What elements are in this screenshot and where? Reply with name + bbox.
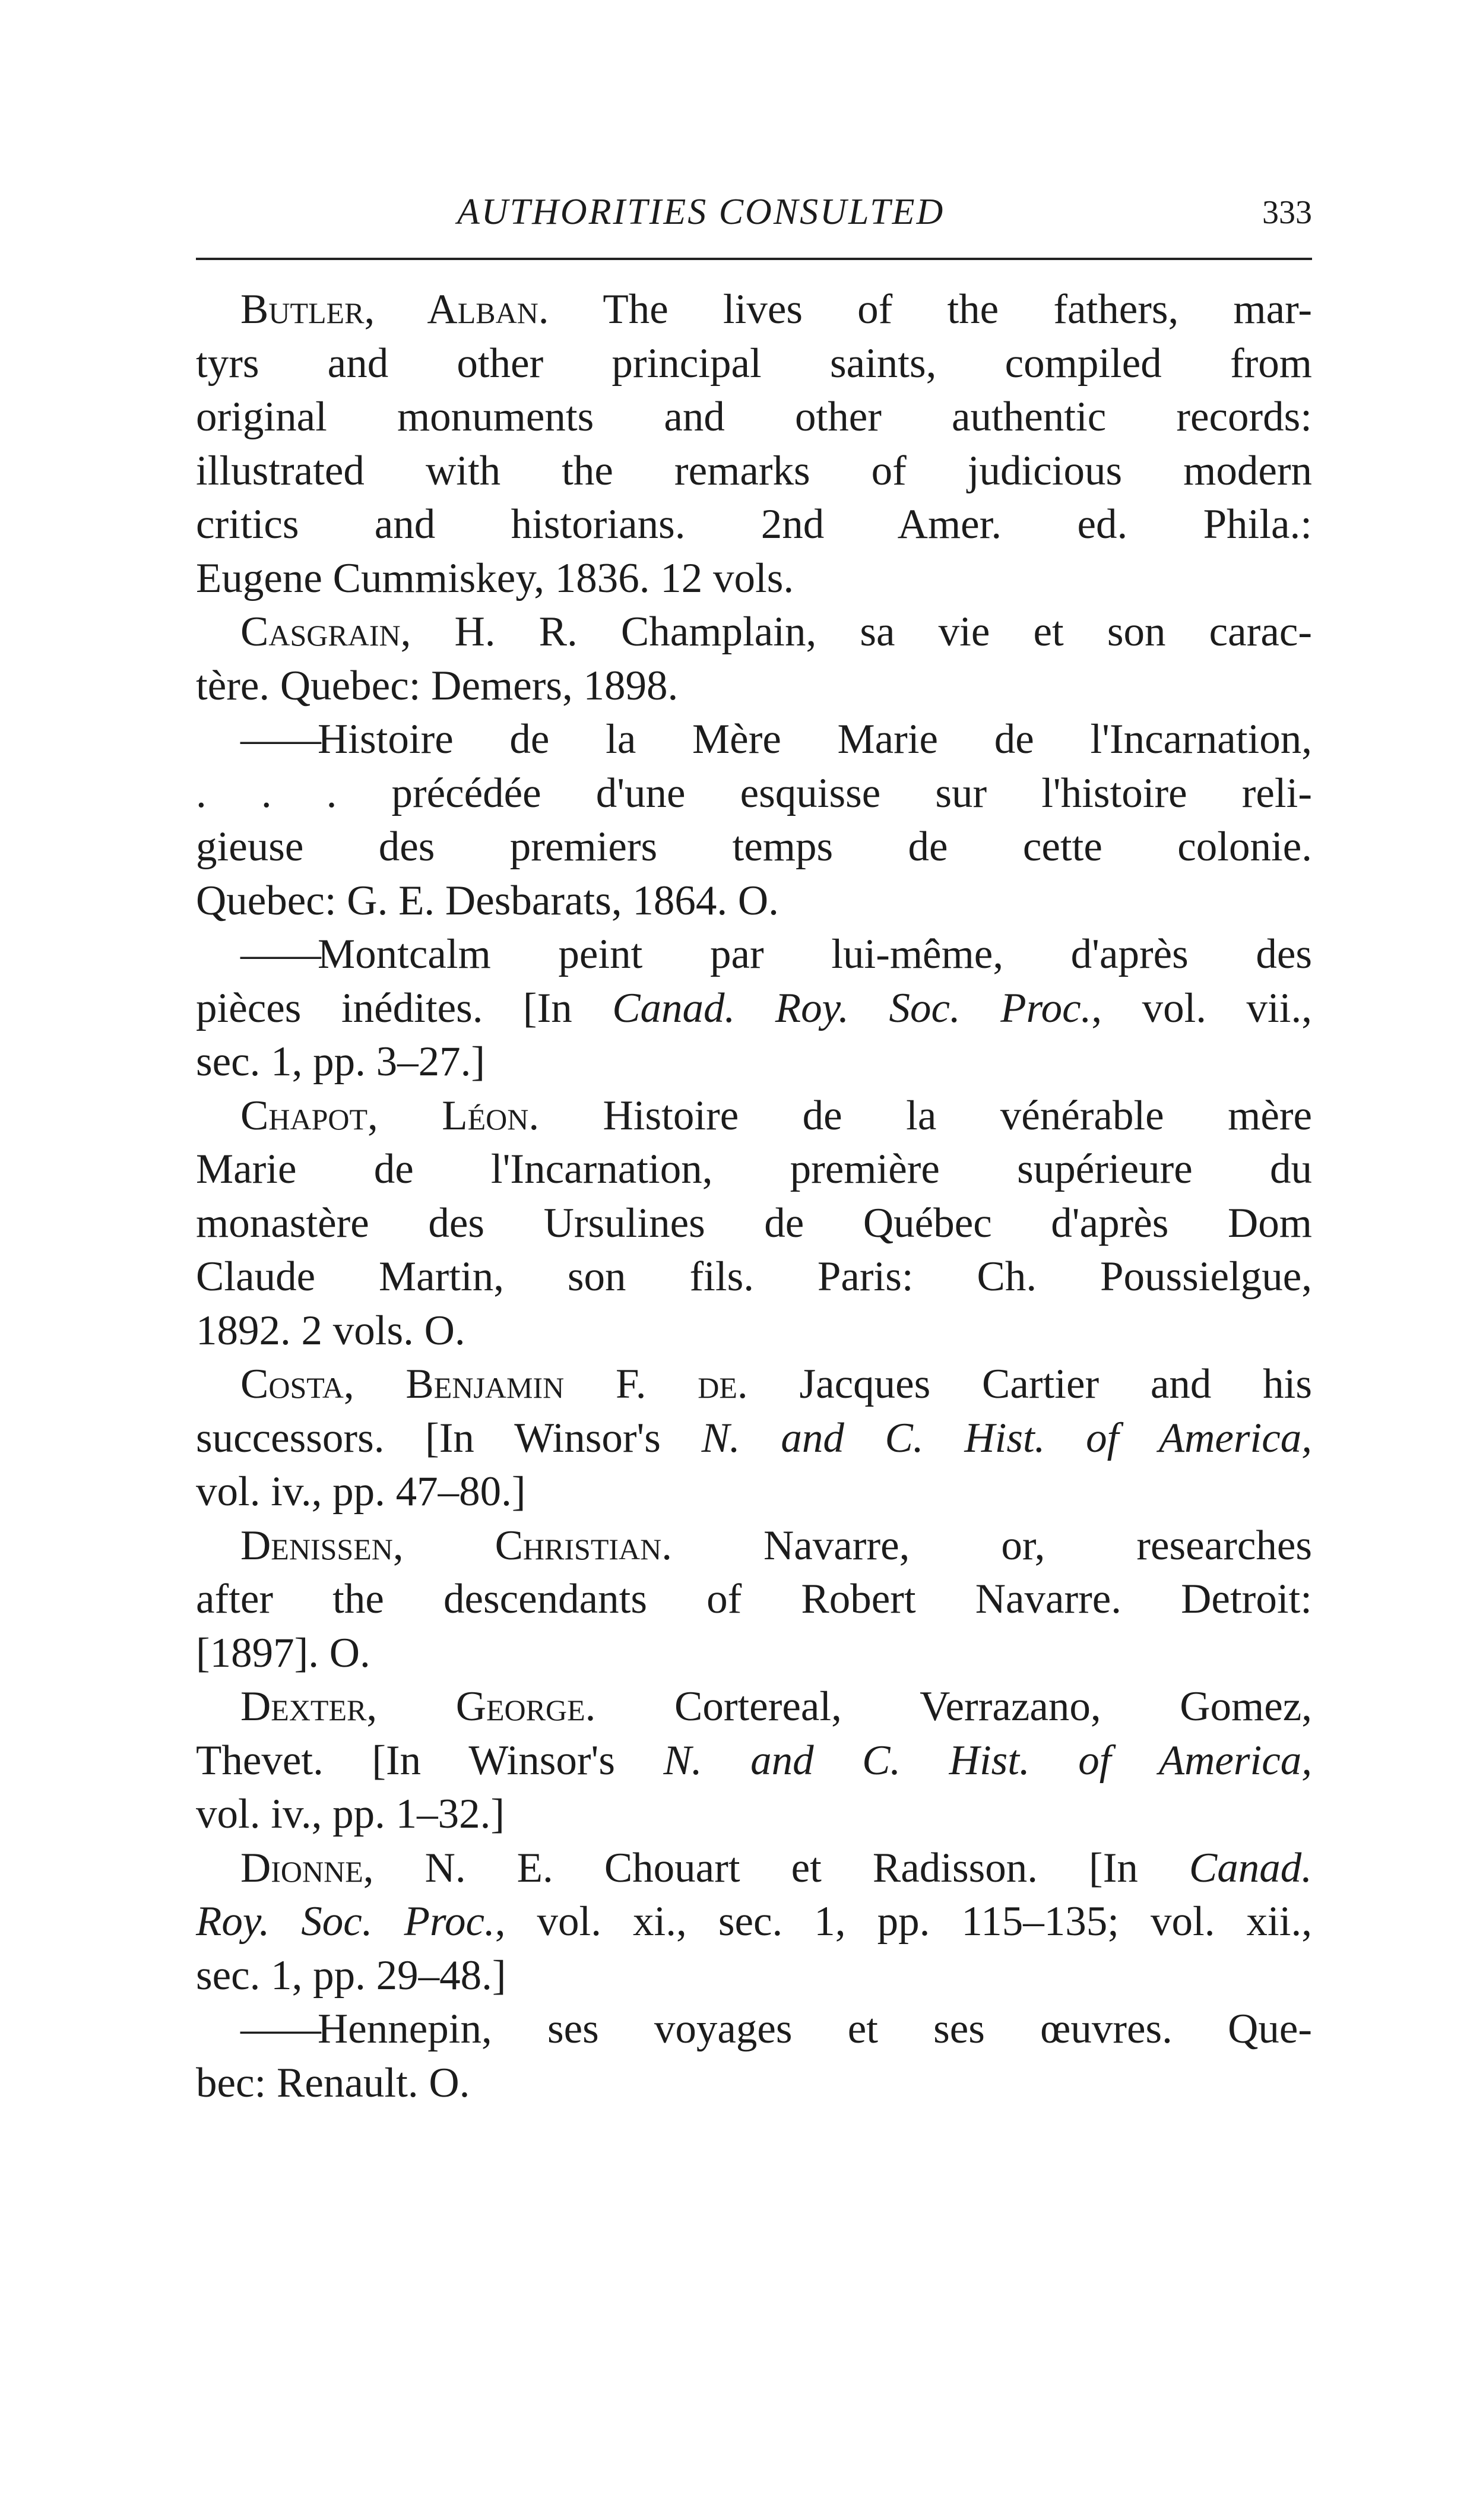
text-line [196,283,1312,337]
text-segment: , vol. vii., [1091,984,1312,1031]
text-line [196,1519,1312,1573]
text-segment: bec: Renault. O. [196,2059,470,2106]
text-segment: original monuments and other authentic records: [196,394,1312,440]
text-segment: Champlain, sa vie et son carac- [577,609,1313,655]
text-line [196,1841,1312,1895]
text-segment: Cortereal, Verrazano, Gomez, [595,1683,1312,1730]
text-segment: Eugene Cummiskey, 1836. 12 vols. [196,555,794,601]
entry-author: Denissen, Christian. [240,1522,673,1569]
text-segment: The lives of the fathers, mar- [549,286,1312,333]
text-segment: Navarre, or, researches [672,1522,1312,1569]
page-header [196,191,1312,251]
text-segment: Chouart et Radisson. [In [553,1844,1189,1891]
text-segment: Jacques Cartier and his [747,1361,1312,1407]
text-line [196,1142,1312,1196]
text-line [196,1357,1312,1411]
ditto-dash: —— [240,931,318,977]
ditto-dash: —— [240,2006,318,2052]
text-segment: , vol. xi., sec. 1, pp. 115–135; vol. xii., [495,1898,1312,1945]
text-line [196,1787,1312,1841]
text-line [196,444,1312,498]
text-segment: monastère des Ursulines de Québec d'après Dom [196,1199,1312,1246]
ditto-dash: —— [240,716,318,762]
text-line [196,337,1312,391]
entry-author: Costa, Benjamin F. de. [240,1361,748,1407]
italic-title: Roy. Soc. Proc. [196,1898,495,1945]
text-line [196,1196,1312,1250]
text-segment: after the descendants of Robert Navarre. Detroit: [196,1576,1312,1622]
text-line [196,1572,1312,1626]
text-segment: tère. Quebec: Demers, 1898. [196,662,679,709]
text-line [196,1089,1312,1143]
text-line [196,1411,1312,1465]
text-segment: 1892. 2 vols. O. [196,1307,465,1354]
text-segment: Montcalm peint par lui-même, d'après des [318,931,1312,977]
text-line [196,820,1312,874]
text-line [196,927,1312,982]
text-line [196,1626,1312,1680]
text-segment: critics and historians. 2nd Amer. ed. Phila.: [196,501,1312,547]
italic-title: N. and C. Hist. of America, [663,1737,1312,1784]
text-line [196,552,1312,606]
running-title: AUTHORITIES CONSULTED [457,192,945,232]
text-line [196,982,1312,1036]
text-segment: Thevet. [In Winsor's [196,1737,664,1784]
text-segment: pièces inédites. [In [196,984,613,1031]
text-line [196,874,1312,928]
text-line [196,390,1312,444]
text-segment: vol. iv., pp. 1–32.] [196,1791,505,1837]
text-line [196,713,1312,767]
entry-author: Dionne, N. E. [240,1844,553,1891]
text-line [196,1680,1312,1734]
text-segment: vol. iv., pp. 47–80.] [196,1468,526,1515]
text-line [196,1895,1312,1949]
text-segment: sec. 1, pp. 3–27.] [196,1039,486,1085]
text-line [196,767,1312,821]
text-line [196,1734,1312,1788]
text-segment: Histoire de la vénérable mère [539,1092,1313,1139]
text-line [196,1465,1312,1519]
header-rule [196,258,1312,260]
text-segment: gieuse des premiers temps de cette colonie. [196,824,1312,870]
text-segment: . . . précédée d'une esquisse sur l'histoire reli- [196,770,1312,816]
text-segment: Quebec: G. E. Desbarats, 1864. O. [196,877,779,924]
text-line [196,2002,1312,2056]
entry-author: Casgrain, H. R. [240,609,578,655]
bibliography-text [196,283,1312,2110]
italic-title: Canad. Roy. Soc. Proc. [612,984,1092,1031]
text-line [196,605,1312,659]
text-segment: tyrs and other principal saints, compiled from [196,340,1312,387]
page-number: 333 [1262,194,1312,231]
text-segment: illustrated with the remarks of judicious modern [196,447,1312,494]
text-segment: successors. [In Winsor's [196,1414,702,1461]
text-line [196,498,1312,552]
text-line [196,659,1312,713]
text-line [196,1250,1312,1304]
text-segment: sec. 1, pp. 29–48.] [196,1952,506,1999]
text-segment: Marie de l'Incarnation, première supérieure du [196,1146,1312,1192]
entry-author: Chapot, Léon. [240,1092,540,1139]
entry-author: Butler, Alban. [240,286,549,333]
text-segment: Histoire de la Mère Marie de l'Incarnation, [318,716,1312,762]
text-segment: Claude Martin, son fils. Paris: Ch. Poussielgue, [196,1253,1312,1300]
text-line [196,1304,1312,1358]
italic-title: N. and C. Hist. of America, [701,1414,1312,1461]
italic-title: Canad. [1189,1844,1312,1891]
text-line [196,2056,1312,2110]
text-line [196,1949,1312,2003]
entry-author: Dexter, George. [240,1683,596,1730]
text-segment: [1897]. O. [196,1629,370,1676]
text-line [196,1035,1312,1089]
text-segment: Hennepin, ses voyages et ses œuvres. Que- [318,2006,1312,2052]
